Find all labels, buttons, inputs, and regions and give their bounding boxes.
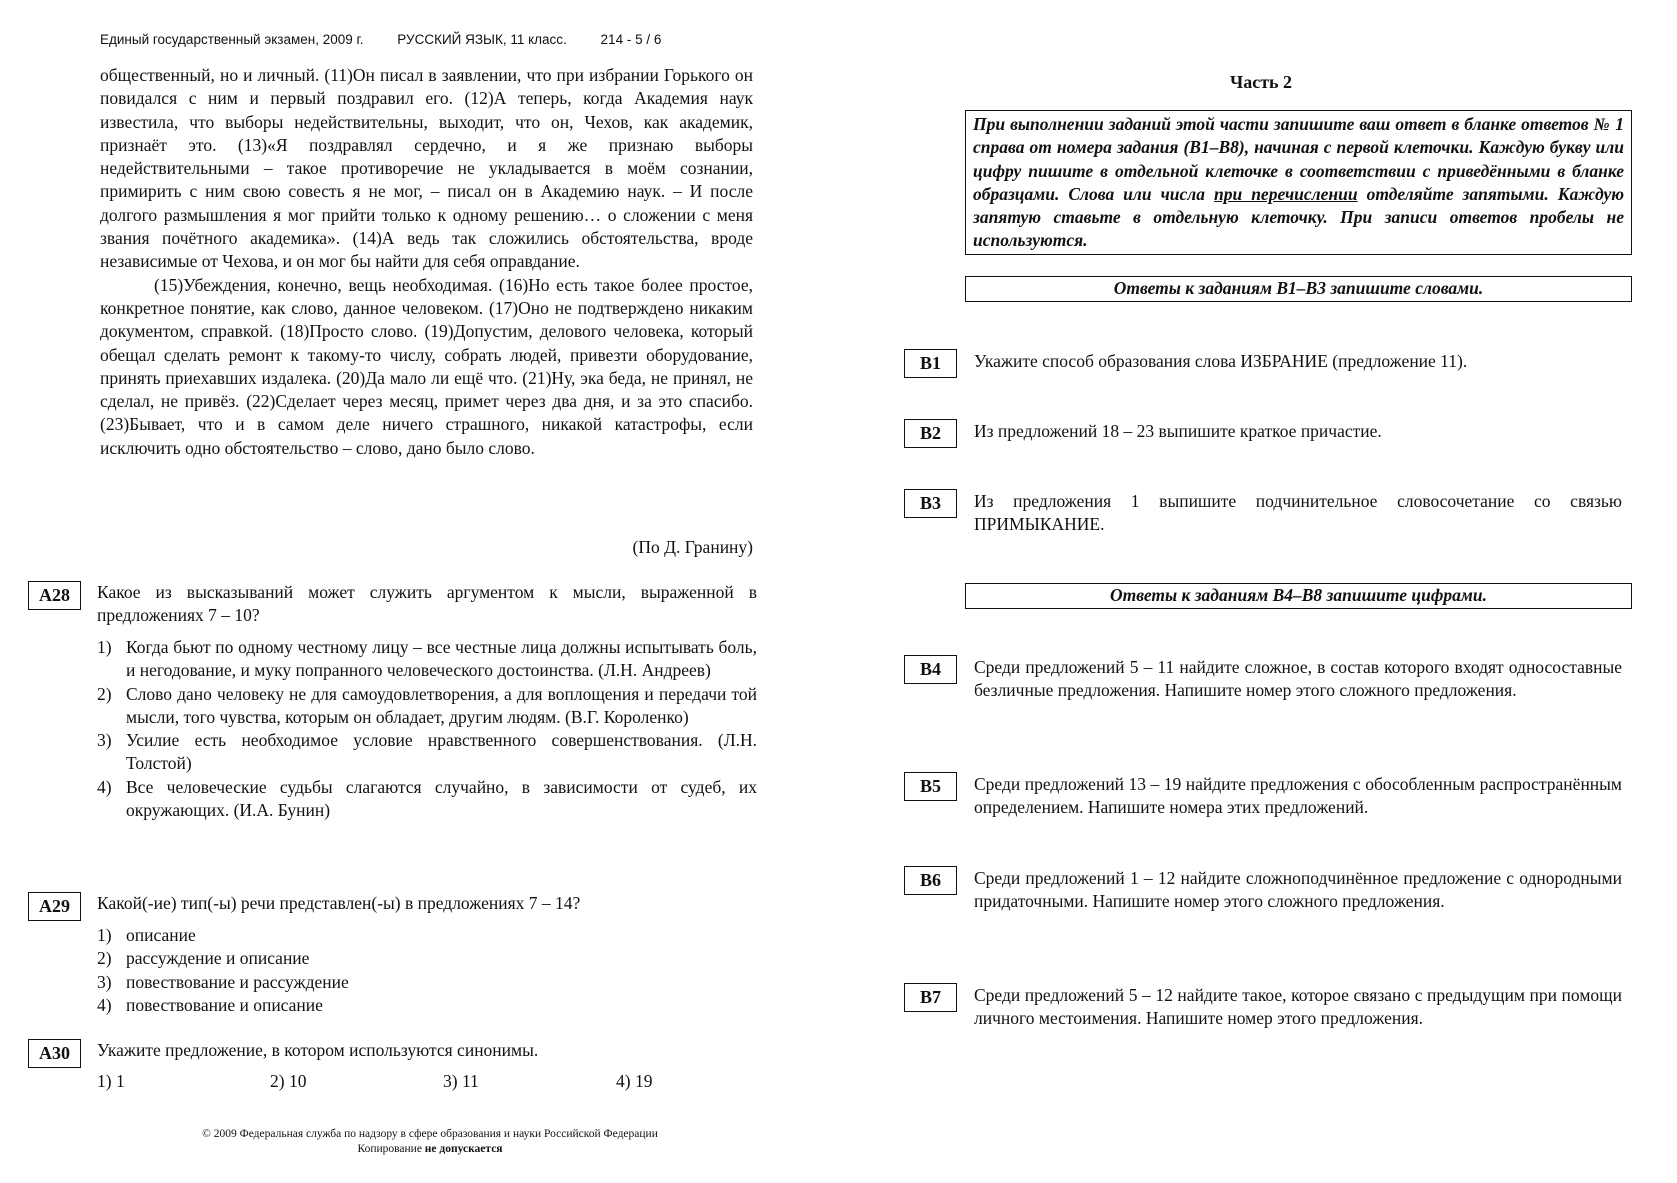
section-bar-words: Ответы к заданиям В1–В3 запишите словами. xyxy=(965,276,1632,302)
task-a30-option-4: 4) 19 xyxy=(616,1071,653,1091)
task-a28-option-3: 3) Усилие есть необходимое условие нравственного совершенствования. (Л.Н. Толстой) xyxy=(97,730,757,774)
task-b4-text: Среди предложений 5 – 11 найдите сложное, в состав которого входят односоставные безличные предложения. Напишите номер этого сложного предложения. xyxy=(974,657,1622,701)
task-a30-option-3: 3) 11 xyxy=(443,1071,479,1091)
task-b5-label: В5 xyxy=(904,772,957,801)
page-header xyxy=(100,32,691,47)
task-a30-question: Укажите предложение, в котором используются синонимы. xyxy=(97,1040,539,1060)
task-b1-label: В1 xyxy=(904,349,957,378)
copyright-footer xyxy=(150,1127,710,1157)
task-a28-question: Какое из высказываний может служить аргументом к мысли, выраженной в предложениях 7 – 10? xyxy=(97,582,757,626)
task-a28-label: А28 xyxy=(28,581,81,610)
task-a30-option-1: 1) 1 xyxy=(97,1071,125,1091)
part2-instructions: При выполнении заданий этой части запишите ваш ответ в бланке ответов № 1 справа от номера задания (В1–В8), начиная с первой клеточки. Каждую букву или цифру пишите в отдельной клеточке в соответствии с приведёнными в бланке образцами. Слова или числа при перечислении отделяйте запятыми. Каждую запятую ставьте в отдельную клеточку. При записи ответов пробелы не используются. xyxy=(965,110,1632,255)
part-title: Часть 2 xyxy=(1230,72,1293,92)
task-b6-label: В6 xyxy=(904,866,957,895)
copy-notice: Копирование не допускается xyxy=(357,1143,503,1155)
task-a29-option-3: 3) повествование и рассуждение xyxy=(97,971,349,992)
task-b5-text: Среди предложений 13 – 19 найдите предложения с обособленным распространённым определением. Напишите номера этих предложений. xyxy=(974,774,1622,818)
section-bar-digits: Ответы к заданиям В4–В8 запишите цифрами. xyxy=(965,583,1632,609)
task-a28-option-1: 1) Когда бьют по одному честному лицу – все честные лица должны испытывать боль, и негодование, и муку попранного человеческого достоинства. (Л.Н. Андреев) xyxy=(97,637,757,681)
task-b1-text: Укажите способ образования слова ИЗБРАНИЕ (предложение 11). xyxy=(974,351,1468,371)
task-b7-label: В7 xyxy=(904,983,957,1012)
task-a28-option-4: 4) Все человеческие судьбы слагаются случайно, в зависимости от судеб, их окружающих. (И.А. Бунин) xyxy=(97,776,757,821)
text-paragraph-1: общественный, но и личный. (11)Он писал в заявлении, что при избрании Горького он повидался с ним и первый поздравил его. (12)А теперь, когда Академия наук известила, что выборы недействительны, выходит, что он, Чехов, как академик, признаёт это. (13)«Я поздравлял сердечно, и я же признаю выборы недействительными – такое противоречие не укладывается в моём сознании, примирить с ним свою совесть я не мог, – писал он в Академию наук. – И после долгого размышления я мог прийти только к одному решению… о сложении с меня звания почётного академика». (14)А ведь так сложились обстоятельства, вроде независимые от Чехова, и он мог бы найти для себя оправдание. xyxy=(100,65,753,272)
text-source: (По Д. Гранину) xyxy=(632,537,753,557)
copyright-line: © 2009 Федеральная служба по надзору в сфере образования и науки Российской Федерации xyxy=(202,1128,658,1140)
task-b4-label: В4 xyxy=(904,655,957,684)
task-a30-options xyxy=(97,1070,757,1094)
task-b7-text: Среди предложений 5 – 12 найдите такое, которое связано с предыдущим при помощи личного местоимения. Напишите номер этого предложения. xyxy=(974,985,1622,1029)
text-paragraph-2: (15)Убеждения, конечно, вещь необходимая. (16)Но есть такое более простое, конкретное понятие, как слово, данное человеком. (17)Оно не подтверждено никаким документом, справкой. (18)Просто слово. (19)Допустим, делового человека, который обещал сделать ремонт к такому-то числу, собрать людей, привезти оборудование, принять приехавших издалека. (20)Да мало ли ещё что. (21)Ну, эка беда, не принял, не сделал, не привёз. (22)Сделает через месяц, примет через два дня, и за это спасибо. (23)Бывает, что и в самом деле ничего страшного, никакой катастрофы, если исключить одно обстоятельство – слово, дано было слово. xyxy=(100,274,753,458)
task-b3-text: Из предложения 1 выпишите подчинительное словосочетание со связью ПРИМЫКАНИЕ. xyxy=(974,491,1622,535)
task-a30-option-2: 2) 10 xyxy=(270,1071,307,1091)
reading-text xyxy=(100,64,753,460)
subject-title: РУССКИЙ ЯЗЫК, 11 класс. xyxy=(397,32,567,47)
task-a29-label: А29 xyxy=(28,892,81,921)
task-a29-options xyxy=(97,924,757,1017)
task-a29-question: Какой(-ие) тип(-ы) речи представлен(-ы) в предложениях 7 – 14? xyxy=(97,893,581,913)
task-a29-option-2: 2) рассуждение и описание xyxy=(97,948,310,969)
task-a29-option-4: 4) повествование и описание xyxy=(97,994,323,1015)
task-a29-option-1: 1) описание xyxy=(97,925,196,945)
task-a28-options xyxy=(97,636,757,822)
task-b3-label: В3 xyxy=(904,489,957,518)
page-code: 214 - 5 / 6 xyxy=(600,32,662,47)
task-a30-label: А30 xyxy=(28,1039,81,1068)
exam-title: Единый государственный экзамен, 2009 г. xyxy=(100,32,364,47)
task-b2-text: Из предложений 18 – 23 выпишите краткое причастие. xyxy=(974,421,1382,441)
task-b2-label: В2 xyxy=(904,419,957,448)
task-a28-option-2: 2) Слово дано человеку не для самоудовлетворения, а для воплощения и передачи той мысли, того чувства, которым он обладает, другим людям. (В.Г. Короленко) xyxy=(97,683,757,727)
task-b6-text: Среди предложений 1 – 12 найдите сложноподчинённое предложение с однородными придаточными. Напишите номер этого сложного предложения. xyxy=(974,868,1622,912)
